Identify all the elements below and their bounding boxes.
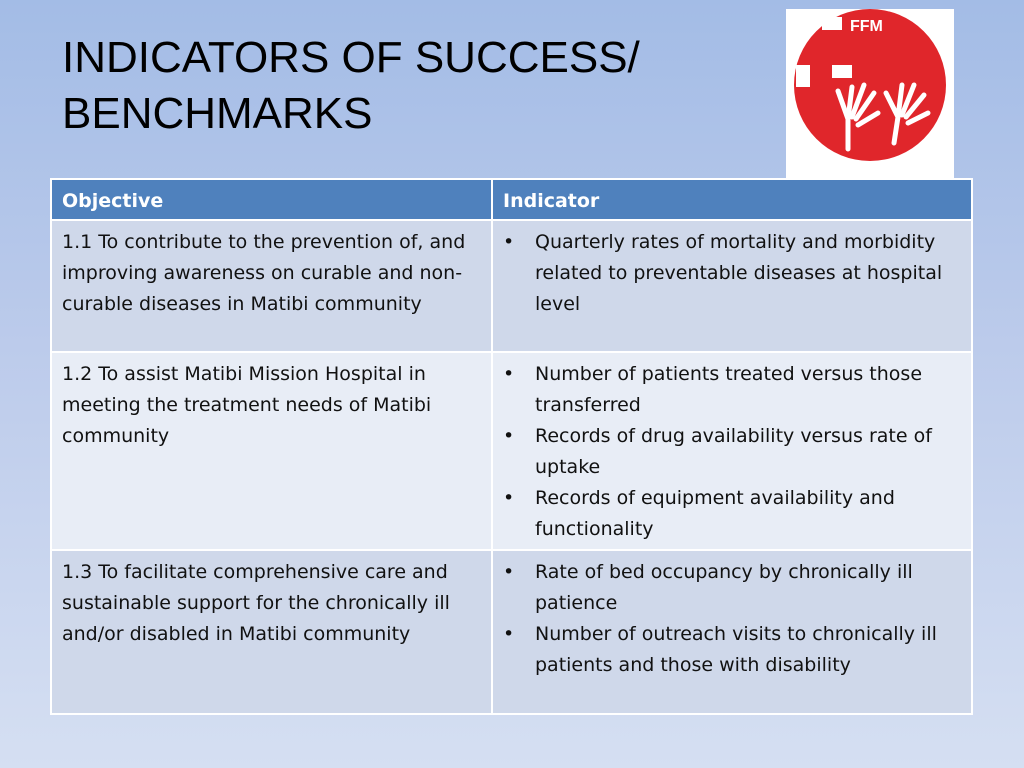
indicator-item: • Number of outreach visits to chronically ill patients and those with disability [503,619,961,681]
indicator-item: • Records of equipment availability and functionality [503,483,961,545]
indicator-item: • Number of patients treated versus those transferred [503,359,961,421]
indicator-cell [492,220,972,352]
ffm-logo [786,9,954,179]
slide-title [62,30,762,142]
title-line-1: INDICATORS OF SUCCESS/ [62,33,640,82]
benchmarks-table [50,178,973,715]
logo-square-3 [832,65,852,78]
objective-cell: 1.2 To assist Matibi Mission Hospital in meeting the treatment needs of Matibi community [51,352,492,550]
table-row [51,220,972,352]
table-row [51,550,972,714]
logo-text: FFM [850,18,883,35]
objective-cell: 1.1 To contribute to the prevention of, and improving awareness on curable and non-curable diseases in Matibi community [51,220,492,352]
objective-cell: 1.3 To facilitate comprehensive care and sustainable support for the chronically ill and/or disabled in Matibi community [51,550,492,714]
logo-square-1 [822,17,842,30]
indicator-item: • Records of drug availability versus rate of uptake [503,421,961,483]
indicator-list [503,557,961,681]
indicator-cell [492,550,972,714]
indicator-cell [492,352,972,550]
ffm-logo-graphic [786,9,954,179]
indicator-list [503,227,961,320]
indicator-item: • Rate of bed occupancy by chronically ill patience [503,557,961,619]
table-row [51,352,972,550]
indicator-item: • Quarterly rates of mortality and morbidity related to preventable diseases at hospital level [503,227,961,320]
header-indicator: Indicator [492,179,972,220]
logo-square-2 [796,65,810,87]
indicator-list [503,359,961,545]
header-objective: Objective [51,179,492,220]
table-header-row [51,179,972,220]
title-line-2: BENCHMARKS [62,89,373,138]
